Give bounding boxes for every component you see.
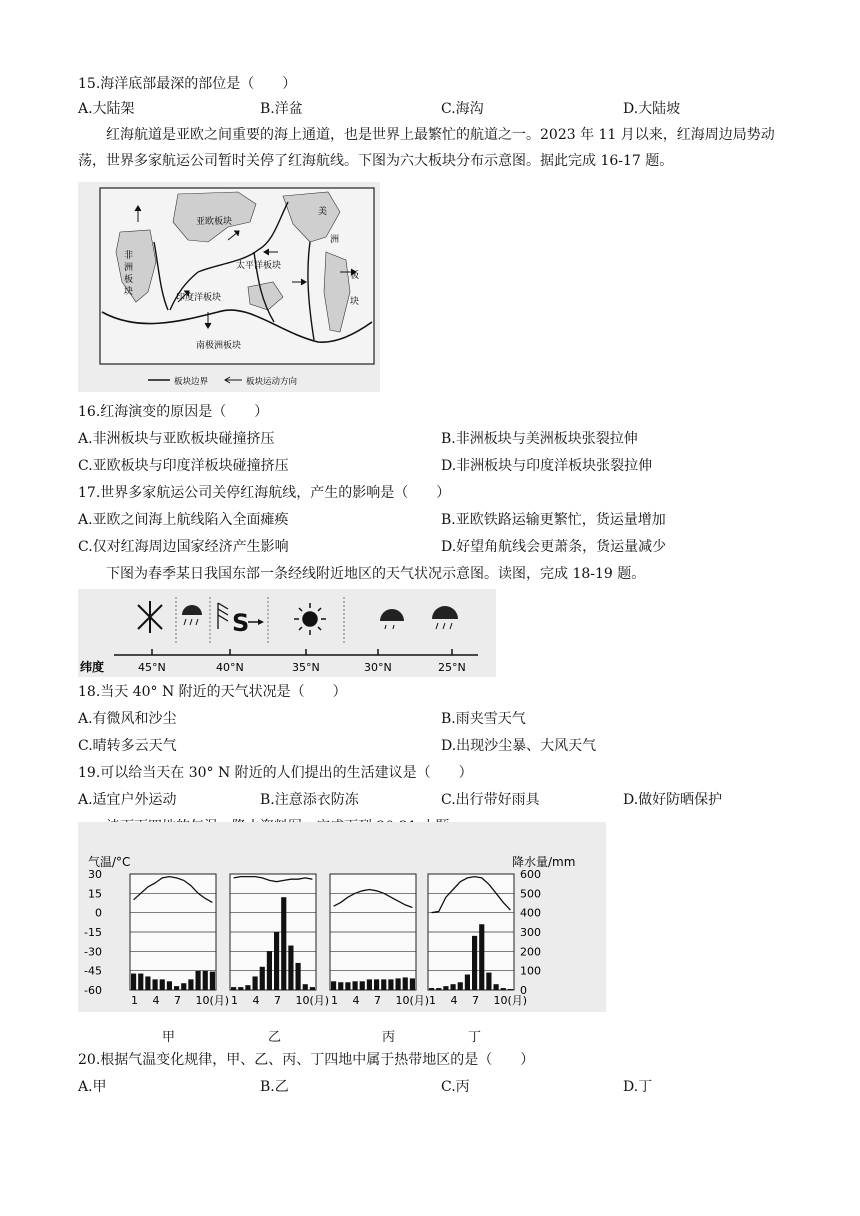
precipitation-bar: [410, 978, 415, 990]
svg-text:S: S: [232, 609, 250, 637]
q17-option-b[interactable]: B.亚欧铁路运输更繁忙，货运量增加: [441, 512, 666, 528]
precipitation-bar: [281, 897, 286, 990]
q16-option-b[interactable]: B.非洲板块与美洲板块张裂拉伸: [441, 431, 638, 447]
month-tick-label: 1: [231, 994, 238, 1007]
q16-option-c[interactable]: C.亚欧板块与印度洋板块碰撞挤压: [78, 458, 289, 474]
precipitation-bar: [153, 979, 158, 990]
q15-option-b[interactable]: B.洋盆: [260, 101, 303, 117]
precipitation-bar: [145, 976, 150, 990]
caption-jia: 甲: [162, 1030, 176, 1045]
precipitation-bar: [338, 982, 343, 990]
precipitation-bar: [231, 987, 236, 990]
q18-option-a[interactable]: A.有微风和沙尘: [78, 711, 177, 727]
temperature-tick-label: 0: [95, 906, 102, 920]
label-indian-plate: 印度洋板块: [176, 293, 222, 303]
q20-stem: 20.根据气温变化规律，甲、乙、丙、丁四地中属于热带地区的是（ ）: [78, 1052, 535, 1068]
temperature-tick-label: -45: [84, 964, 102, 978]
sandstorm-s-icon: [232, 609, 264, 637]
q20-option-a[interactable]: A.甲: [78, 1079, 107, 1095]
q20-option-c[interactable]: C.丙: [441, 1079, 470, 1095]
climate-panel: [330, 874, 429, 1007]
temperature-tick-label: -30: [84, 945, 102, 959]
precipitation-bar: [360, 981, 365, 990]
precipitation-axis-title: 降水量/mm: [512, 855, 576, 869]
precipitation-tick-label: 200: [520, 945, 541, 959]
precipitation-bar: [381, 979, 386, 990]
q16-option-d[interactable]: D.非洲板块与印度洋板块张裂拉伸: [441, 458, 653, 474]
precipitation-bar: [486, 973, 491, 990]
precipitation-bar: [403, 977, 408, 990]
precipitation-bar: [388, 979, 393, 990]
legend-motion-label: 板块运动方向: [246, 377, 298, 387]
label-american-plate-3: 板: [350, 271, 360, 281]
climate-panel: [230, 874, 329, 1007]
q19-stem: 19.可以给当天在 30° N 附近的人们提出的生活建议是（ ）: [78, 765, 473, 781]
climate-panel: [130, 874, 229, 1007]
month-tick-label: 4: [352, 994, 360, 1007]
precipitation-bar: [138, 974, 143, 990]
weather-strip-figure: [78, 589, 496, 677]
temperature-tick-label: -15: [84, 926, 102, 939]
label-american-plate-2: 洲: [330, 235, 340, 245]
month-tick-label: 4: [252, 994, 260, 1007]
precipitation-bar: [345, 982, 350, 990]
precipitation-bar: [196, 971, 201, 990]
month-tick-label: 7: [274, 994, 281, 1007]
climate-charts-figure: [78, 822, 606, 1012]
precipitation-bar: [374, 979, 379, 990]
precipitation-bar: [331, 981, 336, 990]
month-tick-label: 10(月): [493, 994, 528, 1007]
precipitation-bar: [181, 983, 186, 990]
caption-bing: 丙: [382, 1030, 396, 1045]
precipitation-bar: [253, 976, 258, 990]
q15-option-a[interactable]: A.大陆架: [78, 101, 135, 117]
gale-icon: [218, 603, 228, 629]
month-tick-label: 4: [152, 994, 160, 1007]
precipitation-bar: [472, 936, 477, 990]
q15-option-c[interactable]: C.海沟: [441, 101, 484, 117]
month-tick-label: 10(月): [395, 994, 430, 1007]
label-african-plate-1: 非: [124, 251, 134, 261]
precipitation-bar: [465, 975, 470, 990]
precipitation-bar: [501, 988, 506, 990]
precipitation-bar: [174, 986, 179, 990]
q17-option-a[interactable]: A.亚欧之间海上航线陷入全面瘫痪: [78, 512, 289, 528]
sunny-icon: [294, 603, 326, 635]
precipitation-bar: [288, 946, 293, 990]
precipitation-bar: [479, 924, 484, 990]
precipitation-bar: [267, 951, 272, 990]
q20-option-d[interactable]: D.丁: [623, 1079, 653, 1095]
tick-25n: 25°N: [438, 661, 466, 674]
precipitation-tick-label: 400: [520, 906, 541, 920]
cloudy-rain-icon: [380, 609, 404, 629]
q19-option-c[interactable]: C.出行带好雨具: [441, 792, 540, 808]
month-tick-label: 10(月): [195, 994, 230, 1007]
q16-option-a[interactable]: A.非洲板块与亚欧板块碰撞挤压: [78, 431, 275, 447]
precipitation-bar: [274, 932, 279, 990]
label-american-plate-1: 美: [318, 207, 328, 217]
label-pacific-plate: 太平洋板块: [236, 261, 282, 271]
temperature-axis-title: 气温/°C: [88, 855, 131, 869]
temperature-tick-label: -60: [84, 984, 102, 997]
precipitation-bar: [203, 971, 208, 990]
precipitation-bar: [188, 979, 193, 990]
precipitation-ticks: [520, 868, 541, 997]
temperature-tick-label: 30: [88, 868, 102, 881]
caption-ding: 丁: [468, 1030, 482, 1045]
month-tick-label: 7: [174, 994, 181, 1007]
plate-map-figure: [78, 182, 380, 392]
q15-stem: 15.海洋底部最深的部位是（ ）: [78, 76, 297, 92]
rain-icon: [182, 605, 202, 625]
precipitation-bar: [353, 981, 358, 990]
precipitation-bar: [458, 982, 463, 990]
month-tick-label: 1: [331, 994, 338, 1007]
label-antarctic-plate: 南极洲板块: [196, 341, 242, 351]
q15-option-d[interactable]: D.大陆坡: [623, 101, 681, 117]
q17-option-d[interactable]: D.好望角航线会更萧条，货运量减少: [441, 539, 667, 555]
tick-45n: 45°N: [138, 661, 166, 674]
q18-option-c[interactable]: C.晴转多云天气: [78, 738, 177, 754]
intro-16-17: 红海航道是亚欧之间重要的海上通道，也是世界上最繁忙的航道之一。2023 年 11 月以来，红海周边局势动荡，世界多家航运公司暂时关停了红海航线。下图为六大板块分布示意图。据此完成 16-17 题。: [78, 127, 775, 169]
month-tick-label: 10(月): [295, 994, 330, 1007]
month-tick-label: 7: [374, 994, 381, 1007]
precipitation-bar: [429, 988, 434, 990]
precipitation-bar: [303, 984, 308, 990]
q19-option-d[interactable]: D.做好防晒保护: [623, 792, 723, 808]
latitude-axis-title: 纬度: [80, 660, 105, 674]
q18-option-d[interactable]: D.出现沙尘暴、大风天气: [441, 738, 597, 754]
legend-boundary-label: 板块边界: [174, 377, 209, 387]
precipitation-bar: [296, 963, 301, 990]
precipitation-bar: [245, 985, 250, 990]
climate-charts-svg: [78, 822, 606, 1012]
cloudy-rain-icon: [432, 606, 458, 629]
q19-option-a[interactable]: A.适宜户外运动: [78, 792, 177, 808]
q17-stem: 17.世界多家航运公司关停红海航线，产生的影响是（ ）: [78, 485, 451, 501]
label-african-plate-2: 洲: [124, 263, 134, 273]
label-african-plate-4: 块: [124, 287, 134, 297]
q16-stem: 16.红海演变的原因是（ ）: [78, 404, 269, 420]
precipitation-tick-label: 600: [520, 868, 541, 881]
month-tick-label: 1: [131, 994, 138, 1007]
precipitation-tick-label: 0: [520, 984, 527, 997]
precipitation-bar: [451, 984, 456, 990]
precipitation-bar: [210, 972, 215, 990]
q18-stem: 18.当天 40° N 附近的天气状况是（ ）: [78, 684, 347, 700]
q19-option-b[interactable]: B.注意添衣防冻: [260, 792, 359, 808]
plate-map-svg: [78, 182, 380, 392]
temperature-tick-label: 15: [88, 887, 102, 901]
precipitation-bar: [310, 987, 315, 990]
month-tick-label: 4: [450, 994, 458, 1007]
precipitation-bar: [436, 988, 441, 990]
precipitation-bar: [131, 974, 136, 990]
precipitation-bar: [260, 967, 265, 990]
caption-yi: 乙: [268, 1030, 282, 1045]
temperature-ticks: [84, 868, 102, 997]
q17-option-c[interactable]: C.仅对红海周边国家经济产生影响: [78, 539, 289, 555]
precipitation-bar: [167, 981, 172, 990]
precipitation-bar: [160, 979, 165, 990]
weather-strip-svg: [78, 589, 496, 677]
intro-18-19: 下图为春季某日我国东部一条经线附近地区的天气状况示意图。读图，完成 18-19 题。: [106, 566, 646, 582]
label-eurasian-plate: 亚欧板块: [196, 217, 233, 227]
q20-option-b[interactable]: B.乙: [260, 1079, 289, 1095]
precipitation-bar: [238, 987, 243, 990]
climate-panels: [130, 874, 527, 1007]
precipitation-bar: [443, 986, 448, 990]
tick-35n: 35°N: [292, 661, 320, 674]
label-american-plate-4: 块: [350, 297, 360, 307]
precipitation-bar: [508, 989, 513, 990]
q18-option-b[interactable]: B.雨夹雪天气: [441, 711, 526, 727]
sandstorm-icon: [138, 601, 162, 633]
precipitation-tick-label: 300: [520, 926, 541, 939]
climate-panel: [428, 874, 527, 1007]
precipitation-bar: [494, 984, 499, 990]
label-african-plate-3: 板: [124, 275, 134, 285]
tick-30n: 30°N: [364, 661, 392, 674]
precipitation-bar: [396, 978, 401, 990]
precipitation-bar: [367, 979, 372, 990]
month-tick-label: 7: [472, 994, 479, 1007]
precipitation-tick-label: 500: [520, 887, 541, 901]
precipitation-tick-label: 100: [520, 964, 541, 978]
month-tick-label: 1: [429, 994, 436, 1007]
tick-40n: 40°N: [216, 661, 244, 674]
